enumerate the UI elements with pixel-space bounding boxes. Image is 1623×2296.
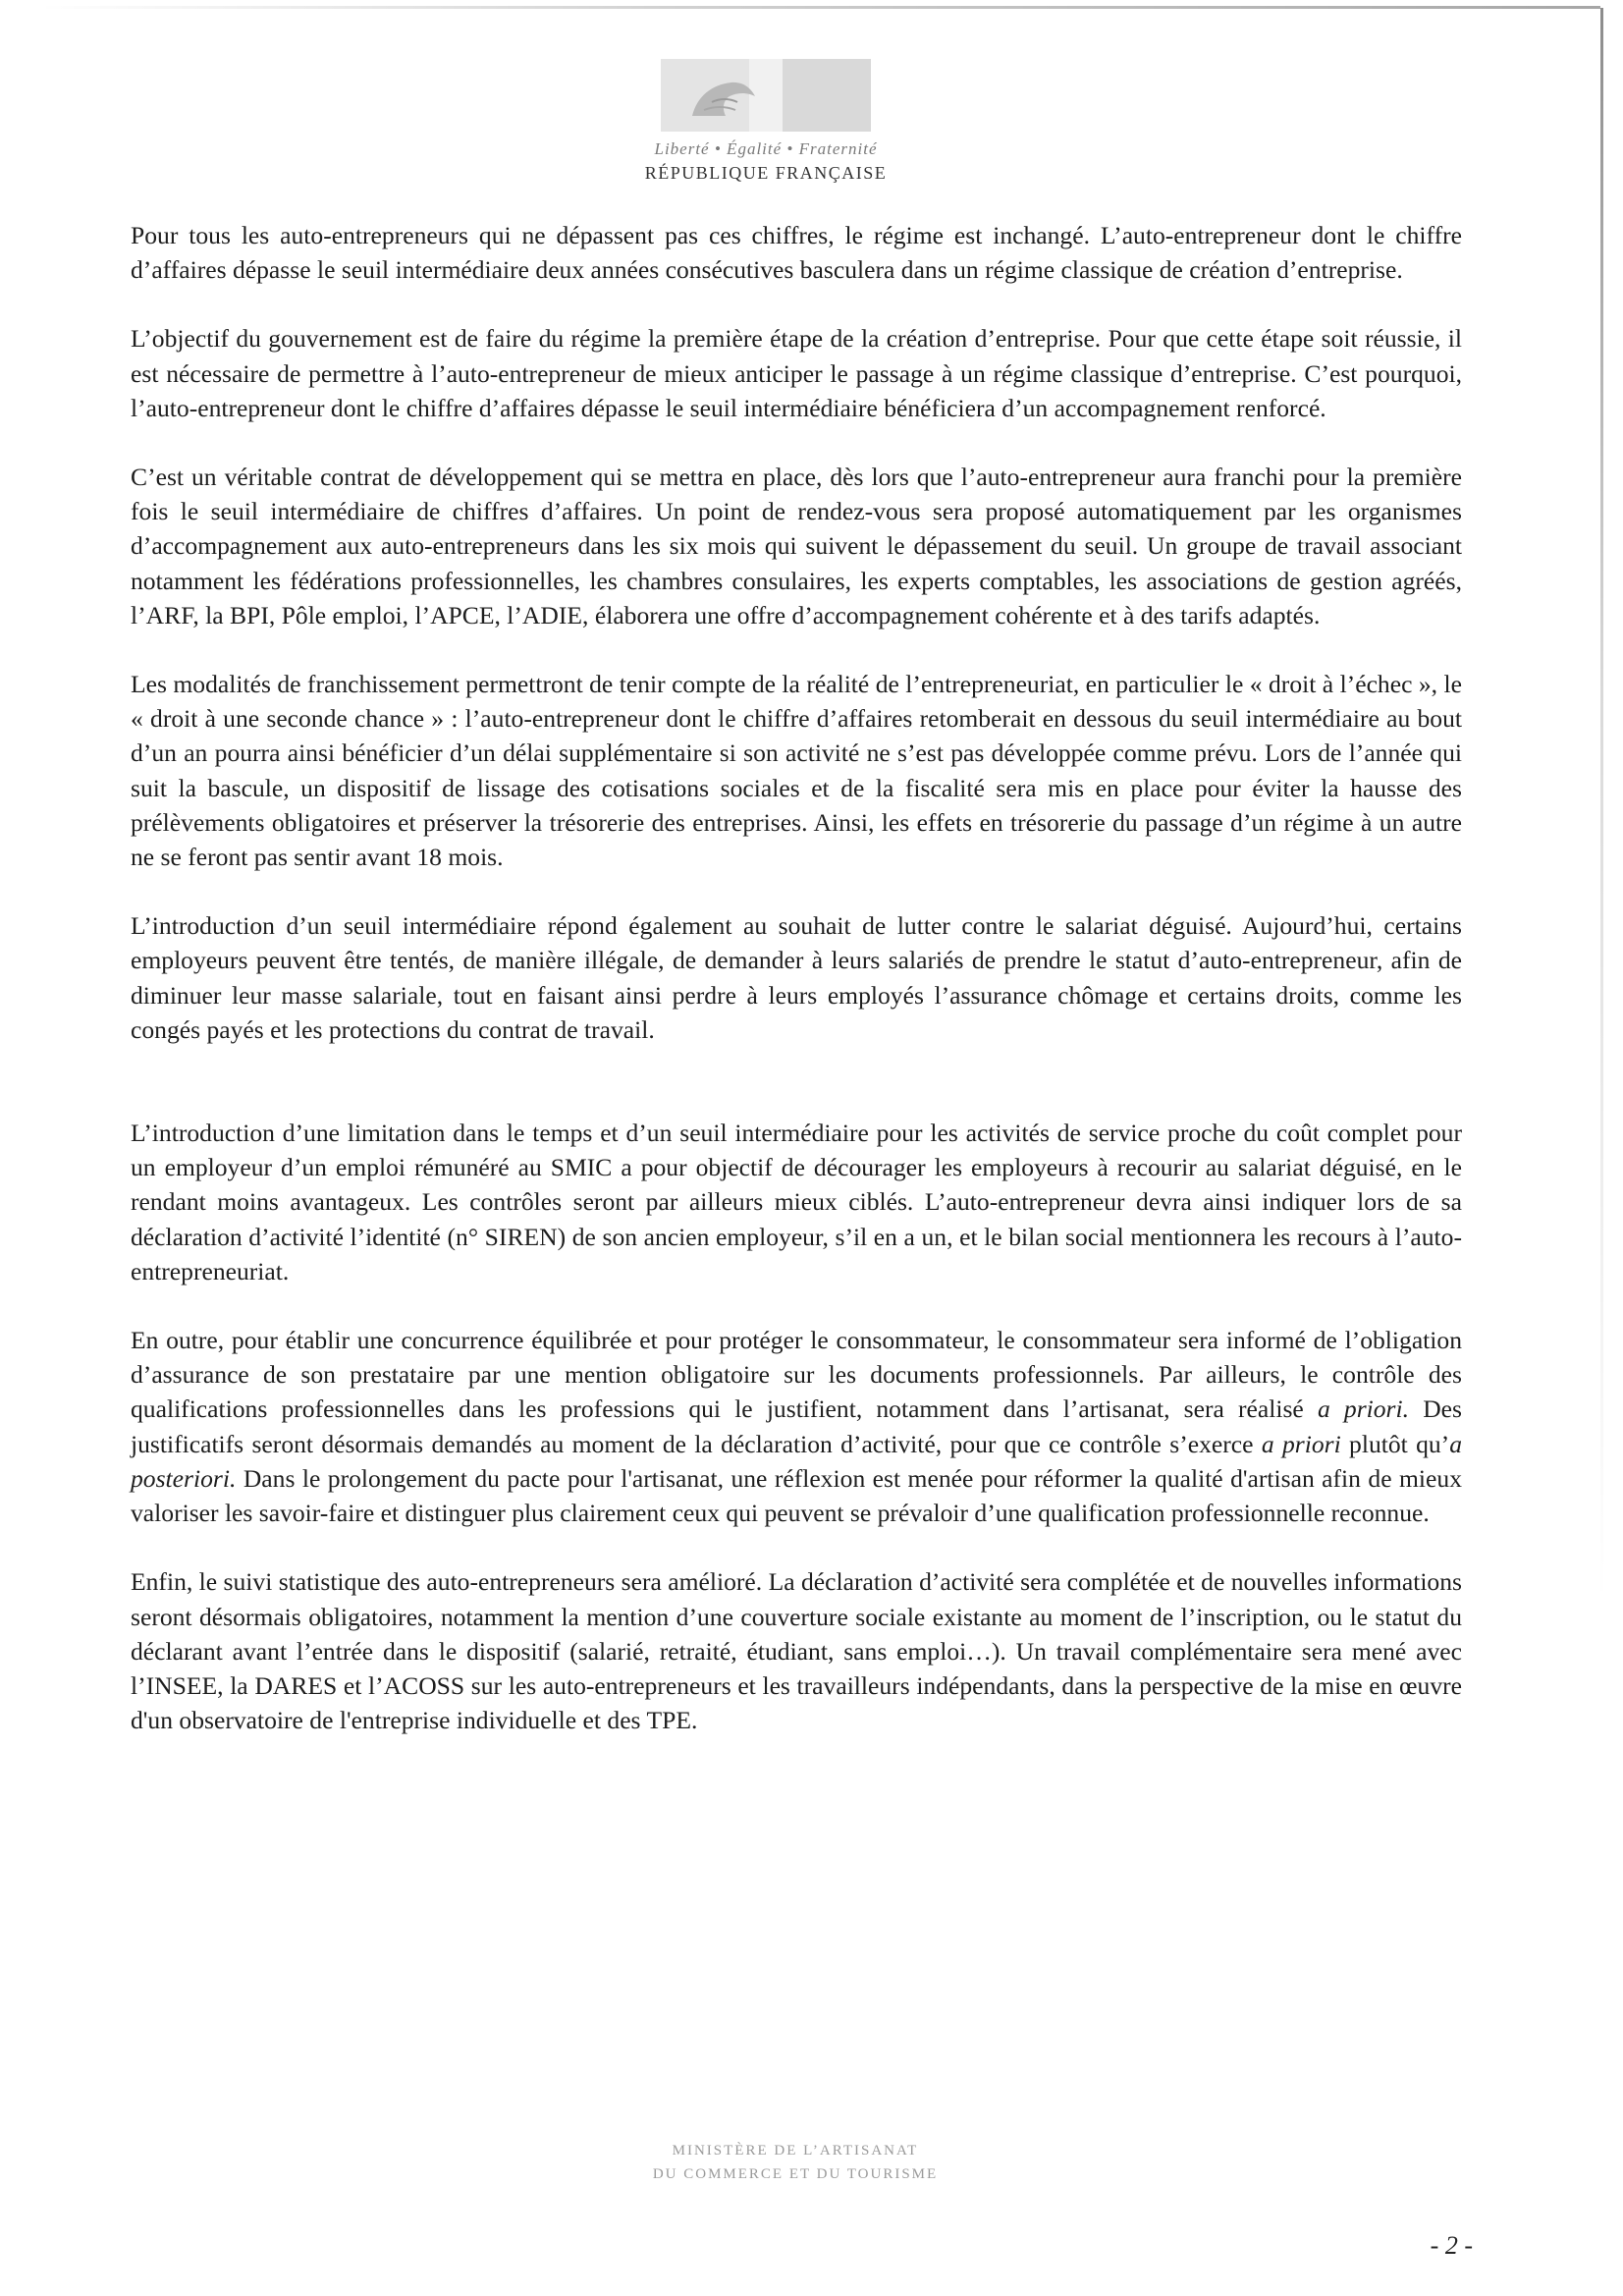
paragraph-text: plutôt qu’ <box>1340 1429 1450 1458</box>
paragraph: L’objectif du gouvernement est de faire du régime la première étape de la création d’entreprise. Pour que cette étape soit réussie, il est nécessaire de permettre à l’auto-entrepreneur de mieux anticiper le passage à un régime classique d’entreprise. C’est pourquoi, l’auto-entrepreneur dont le chiffre d’affaires dépasse le seuil intermédiaire bénéficiera d’un accompagnement renforcé. <box>131 324 1462 422</box>
paragraph: Pour tous les auto-entrepreneurs qui ne dépassent pas ces chiffres, le régime est inchangé. L’auto-entrepreneur dont le chiffre d’affaires dépasse le seuil intermédiaire deux années consécutives basculera dans un régime classique de création d’entreprise. <box>131 221 1462 285</box>
scan-edge-top <box>39 6 1600 9</box>
document-body <box>131 218 1462 1737</box>
paragraph: Les modalités de franchissement permettront de tenir compte de la réalité de l’entrepreneuriat, en particulier le « droit à l’échec », le « droit à une seconde chance » : l’auto-entrepreneur dont le chiffre d’affaires retomberait en dessous du seuil intermédiaire au bout d’un an pourra ainsi bénéficier d’un délai supplémentaire si son activité ne s’est pas développée comme prévu. Lors de l’année qui suit la bascule, un dispositif de lissage des cotisations sociales et de la fiscalité sera mis en place pour éviter la hausse des prélèvements obligatoires et préserver la trésorerie des entreprises. Ainsi, les effets en trésorerie du passage d’un régime à un autre ne se feront pas sentir avant 18 mois. <box>131 670 1462 872</box>
paragraph-text: En outre, pour établir une concurrence équilibrée et pour protéger le consommateur, le consommateur sera informé de l’obligation d’assurance de son prestataire par une mention obligatoire sur les documents professionnels. Par ailleurs, le contrôle des qualifications professionnelles dans les professions qui le justifient, notamment dans l’artisanat, sera réalisé <box>131 1326 1462 1424</box>
republic-motto: Liberté • Égalité • Fraternité <box>654 139 878 158</box>
paragraph: Enfin, le suivi statistique des auto-entrepreneurs sera amélioré. La déclaration d’activité sera complétée et de nouvelles informations seront désormais obligatoires, notamment la mention d’une couverture sociale existante au moment de l’inscription, ou le statut du déclarant avant l’entrée dans le dispositif (salarié, retraité, étudiant, sans emploi…). Un travail complémentaire sera mené avec l’INSEE, la DARES et l’ACOSS sur les auto-entrepreneurs et les travailleurs indépendants, dans la perspective de la mise en œuvre d'un observatoire de l'entreprise individuelle et des TPE. <box>131 1567 1462 1735</box>
paragraph-text: Des justificatifs seront désormais demandés au moment de la déclaration d’activité, pour que ce contrôle s’exerce <box>131 1394 1462 1458</box>
republic-name: RÉPUBLIQUE FRANÇAISE <box>644 163 888 183</box>
marianne-logo-icon <box>653 57 879 136</box>
paragraph-consumer-protection <box>131 1323 1462 1530</box>
document-header <box>589 57 943 184</box>
scan-edge-right <box>1600 8 1603 2286</box>
emphasis-a-priori: a priori <box>1261 1429 1341 1458</box>
emphasis-a-priori: a priori. <box>1317 1394 1410 1424</box>
paragraph: C’est un véritable contrat de développement qui se mettra en place, dès lors que l’auto-entrepreneur aura franchi pour la première fois le seuil intermédiaire de chiffres d’affaires. Un point de rendez-vous sera proposé automatiquement par les organismes d’accompagnement aux auto-entrepreneurs dans les six mois qui suivent le dépassement du seuil. Un groupe de travail associant notamment les fédérations professionnelles, les chambres consulaires, les experts comptables, les associations de gestion agréés, l’ARF, la BPI, Pôle emploi, l’APCE, l’ADIE, élaborera une offre d’accompagnement cohérente et à des tarifs adaptés. <box>131 463 1462 629</box>
paragraph-text: Dans le prolongement du pacte pour l'artisanat, une réflexion est menée pour réformer la qualité d'artisan afin de mieux valoriser les savoir-faire et distinguer plus clairement ceux qui peuvent se prévaloir d’une qualification professionnelle reconnue. <box>131 1463 1462 1528</box>
paragraph: L’introduction d’une limitation dans le temps et d’un seuil intermédiaire pour les activités de service proche du coût complet pour un employeur d’un emploi rémunéré au SMIC a pour objectif de décourager les employeurs à recourir au salariat déguisé, en le rendant moins avantageux. Les contrôles seront par ailleurs mieux ciblés. L’auto-entrepreneur devra ainsi indiquer lors de sa déclaration d’activité l’identité (n° SIREN) de son ancien employeur, s’il en a un, et le bilan social mentionnera les recours à l’auto-entrepreneuriat. <box>131 1119 1462 1285</box>
ministry-footer <box>589 2139 1001 2186</box>
ministry-line-2: DU COMMERCE ET DU TOURISME <box>652 2166 939 2182</box>
ministry-line-1: MINISTÈRE DE L’ARTISANAT <box>672 2143 919 2159</box>
page-number: - 2 - <box>1430 2231 1473 2260</box>
emphasis-a-posteriori: a posteriori. <box>131 1429 1462 1493</box>
paragraph: L’introduction d’un seuil intermédiaire répond également au souhait de lutter contre le salariat déguisé. Aujourd’hui, certains employeurs peuvent être tentés, de manière illégale, de demander à leurs salariés de prendre le statut d’auto-entrepreneur, afin de diminuer leur masse salariale, tout en faisant ainsi perdre à leurs employés l’assurance chômage et certains droits, comme les congés payés et les protections du contrat de travail. <box>131 911 1462 1044</box>
